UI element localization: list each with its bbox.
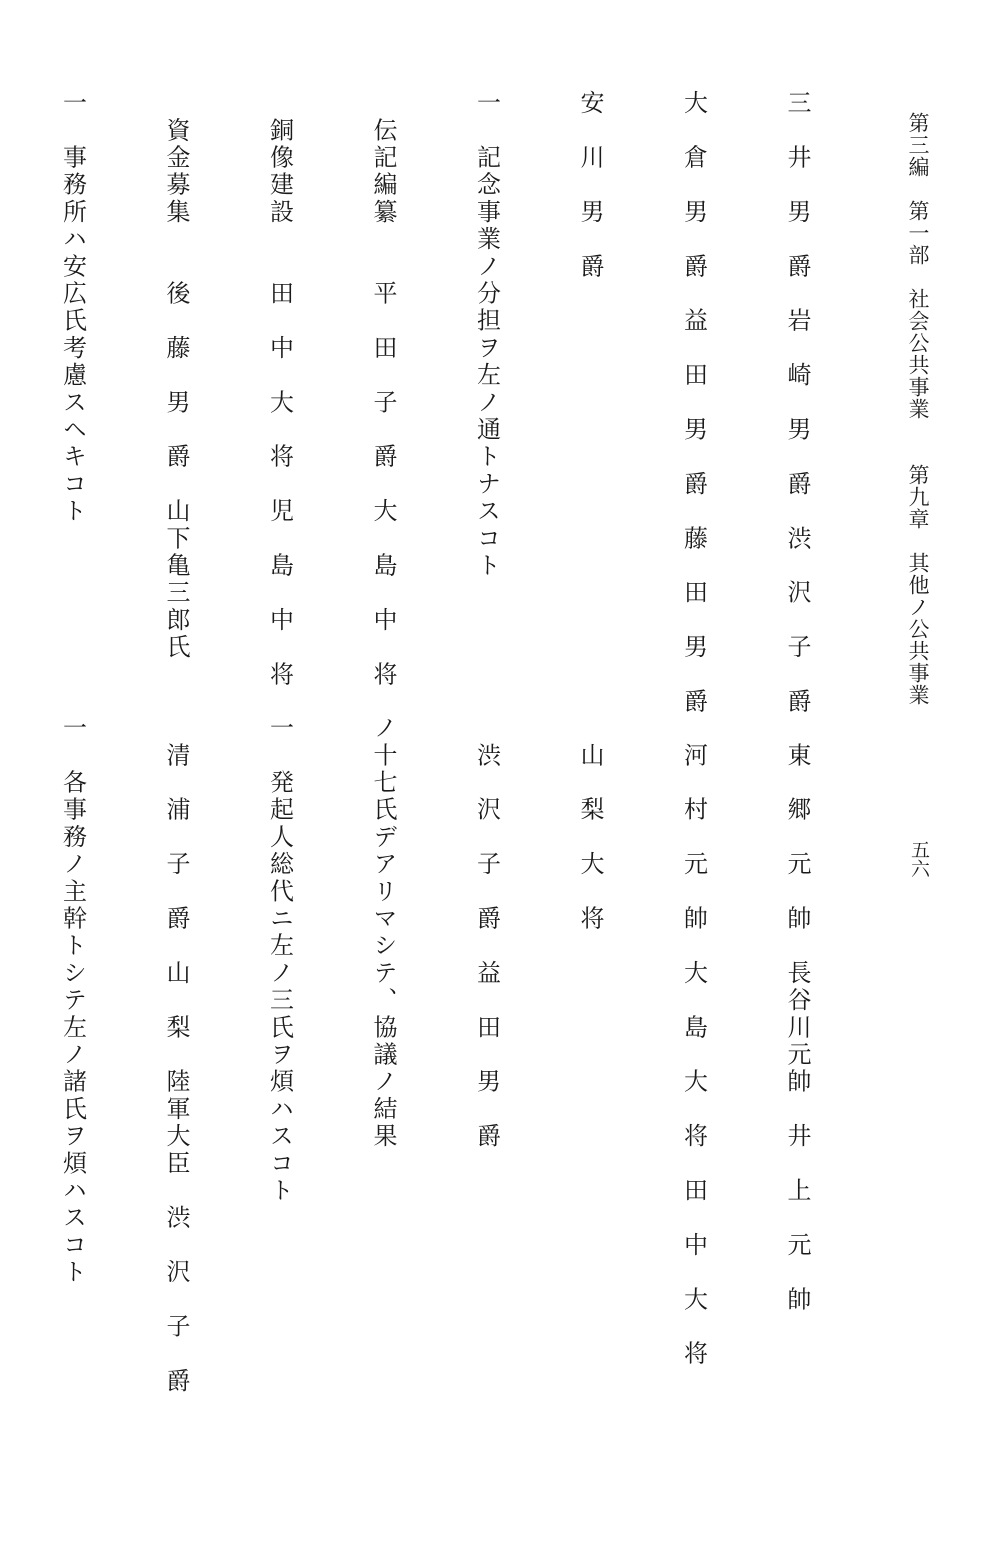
lower-text-block [0, 715, 883, 1395]
running-header: 第三編 第一部 社会公共事業 第九章 其他ノ公共事業 [906, 112, 930, 706]
text-line: 三 井 男 爵 岩 崎 男 爵 渋 沢 子 爵 [783, 90, 811, 716]
text-line: 一 記念事業ノ分担ヲ左ノ通トナスコト [472, 90, 501, 580]
text-line: 一 事務所ハ安広氏考慮スヘキコト [58, 90, 87, 526]
text-line: 東 郷 元 帥 長谷川元帥 井 上 元 帥 [783, 715, 811, 1314]
text-line: 一 各事務ノ主幹トシテ左ノ諸氏ヲ煩ハスコト [58, 715, 87, 1287]
text-line: 山 梨 大 将 [576, 715, 604, 933]
text-line: 安 川 男 爵 [576, 90, 604, 281]
text-line: 銅像建設 田 中 大 将 児 島 中 将 [265, 90, 294, 689]
upper-text-block [0, 90, 883, 716]
page-number: 五六 [908, 840, 930, 878]
text-line: 伝記編纂 平 田 子 爵 大 島 中 将 [369, 90, 397, 689]
text-line: ノ十七氏デアリマシテ、協議ノ結果 [369, 715, 397, 1151]
text-line: 一 発起人総代ニ左ノ三氏ヲ煩ハスコト [265, 715, 294, 1205]
text-line: 渋 沢 子 爵 益 田 男 爵 [472, 715, 501, 1151]
text-line: 清 浦 子 爵 山 梨 陸軍大臣 渋 沢 子 爵 [162, 715, 190, 1395]
text-line: 大 倉 男 爵 益 田 男 爵 藤 田 男 爵 [679, 90, 708, 716]
text-line: 資金募集 後 藤 男 爵 山下亀三郎氏 [162, 90, 190, 662]
text-line: 河 村 元 帥 大 島 大 将 田 中 大 将 [679, 715, 708, 1368]
